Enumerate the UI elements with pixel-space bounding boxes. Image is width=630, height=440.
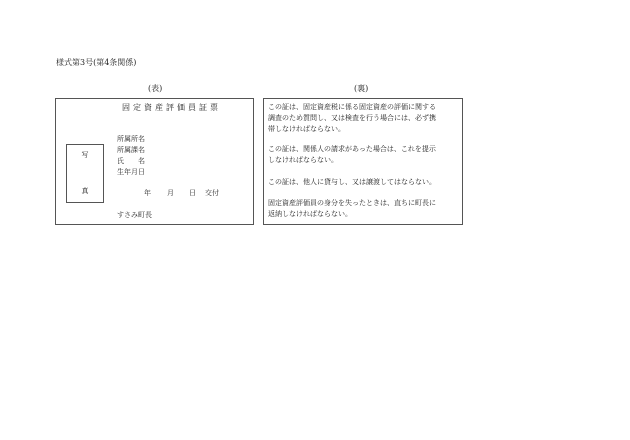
back-notice-1: この証は、固定資産税に係る固定資産の評価に関する 調査のため質問し、又は検査を行う場合には、必ず携 帯しなければならない。 <box>268 103 436 133</box>
form-number: 様式第3号(第4条関係) <box>56 58 137 67</box>
photo-box <box>66 144 104 203</box>
issue-year-label: 年 <box>144 189 151 197</box>
back-notice-4: 固定資産評価員の身分を失ったときは、直ちに町長に 返納しなければならない。 <box>268 199 436 218</box>
issuer-name: すさみ町長 <box>117 211 152 219</box>
back-notice-2: この証は、関係人の請求があった場合は、これを提示 しなければならない。 <box>268 145 436 164</box>
photo-label-bottom: 真 <box>81 187 89 195</box>
id-card-back <box>263 98 463 225</box>
front-side-label: (表) <box>148 84 163 93</box>
card-title: 固定資産評価員証票 <box>122 103 221 112</box>
section-field-label: 所属課名 <box>117 146 145 154</box>
issue-day-label: 日 <box>189 189 196 197</box>
issue-month-label: 月 <box>167 189 174 197</box>
photo-label-top: 写 <box>81 151 89 159</box>
id-card-front <box>55 98 254 225</box>
back-side-label: (裏) <box>354 84 369 93</box>
birthdate-field-label: 生年月日 <box>117 168 145 176</box>
issued-label: 交付 <box>205 189 219 197</box>
name-field-label: 氏 名 <box>117 157 145 165</box>
office-field-label: 所属所名 <box>117 135 145 143</box>
back-notice-3: この証は、他人に貸与し、又は譲渡してはならない。 <box>268 178 436 186</box>
